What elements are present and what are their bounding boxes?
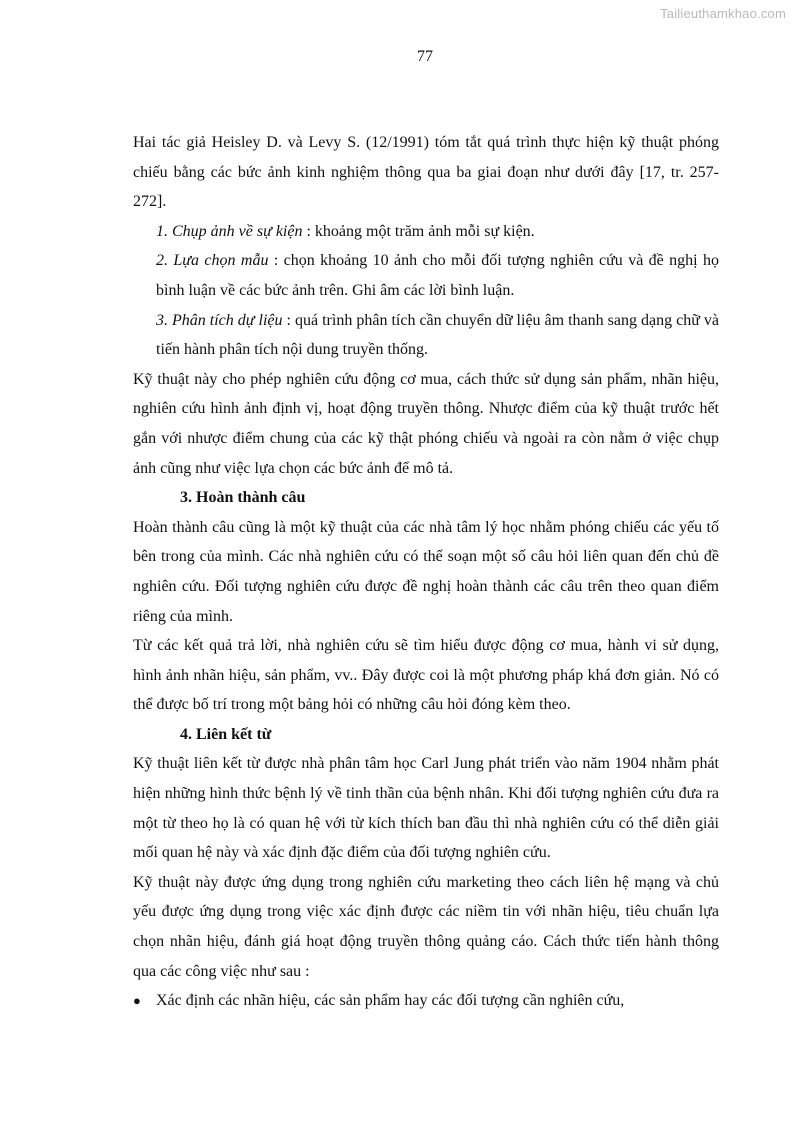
step-2-label: 2. Lựa chọn mẫu (156, 252, 269, 270)
section-heading-3: 3. Hoàn thành câu (180, 489, 306, 507)
step-1-text: : khoảng một trăm ảnh mỗi sự kiện. (302, 222, 535, 240)
bullet-icon: ● (133, 993, 141, 1009)
step-3 (133, 306, 719, 365)
step-2-text: : chọn khoảng 10 ảnh cho mỗi đối tượng nghiên cứu và đề nghị họ bình luận về các bức ảnh trên. Ghi âm các lời bình luận. (156, 252, 720, 299)
step-1-label: 1. Chụp ảnh về sự kiện (156, 222, 303, 240)
paragraph-word-association: Kỹ thuật liên kết từ được nhà phân tâm học Carl Jung phát triển vào năm 1904 nhằm phát hiện những hình thức bệnh lý về tinh thần của bệnh nhân. Khi đối tượng nghiên cứu đưa ra một từ theo họ là có quan hệ với từ kích thích ban đầu thì nhà nghiên cứu có thể diễn giải mối quan hệ này và xác định đặc điểm của đối tượng nghiên cứu. (133, 755, 719, 862)
paragraph-sentence-completion: Hoàn thành câu cũng là một kỹ thuật của các nhà tâm lý học nhằm phóng chiếu các yếu tố bên trong của mình. Các nhà nghiên cứu có thể soạn một số câu hỏi liên quan đến chủ đề nghiên cứu. Đối tượng nghiên cứu được đề nghị hoàn thành các câu trên theo quan điểm riêng của mình. (133, 518, 719, 625)
page-number: 77 (417, 48, 433, 65)
paragraph-technique-uses: Kỹ thuật này cho phép nghiên cứu động cơ mua, cách thức sử dụng sản phẩm, nhãn hiệu, nghiên cứu hình ảnh định vị, hoạt động truyền thông. Nhược điểm của kỹ thuật trước hết gắn với nhược điểm chung của các kỹ thật phóng chiếu và ngoài ra còn nằm ở việc chụp ảnh cũng như việc lựa chọn các bức ảnh để mô tả. (133, 370, 719, 477)
step-1 (133, 217, 719, 247)
step-3-label: 3. Phân tích dự liệu (156, 311, 283, 329)
document-body (133, 128, 719, 1016)
section-heading-4: 4. Liên kết từ (180, 725, 272, 743)
watermark: Tailieuthamkhao.com (660, 6, 786, 21)
paragraph-results: Từ các kết quả trả lời, nhà nghiên cứu sẽ tìm hiểu được động cơ mua, hành vi sử dụng, hình ảnh nhãn hiệu, sản phẩm, vv.. Đây được coi là một phương pháp khá đơn giản. Nó có thể được bố trí trong một bảng hỏi có những câu hỏi đóng kèm theo. (133, 637, 719, 714)
step-2 (133, 246, 719, 305)
step-3-text: : quá trình phân tích cần chuyển dữ liệu âm thanh sang dạng chữ và tiến hành phân tích nội dung truyền thống. (156, 311, 720, 359)
bullet-text: Xác định các nhãn hiệu, các sản phẩm hay các đối tượng cần nghiên cứu, (156, 992, 625, 1010)
paragraph-marketing-application: Kỹ thuật này được ứng dụng trong nghiên cứu marketing theo cách liên hệ mạng và chủ yếu được ứng dụng trong việc xác định được các niềm tin với nhãn hiệu, tiêu chuẩn lựa chọn nhãn hiệu, đánh giá hoạt động truyền thông quảng cáo. Cách thức tiến hành thông qua các công việc như sau : (133, 873, 719, 980)
paragraph-intro: Hai tác giả Heisley D. và Levy S. (12/1991) tóm tắt quá trình thực hiện kỹ thuật phóng chiếu bằng các bức ảnh kinh nghiệm thông qua ba giai đoạn như dưới đây [17, tr. 257-272]. (133, 134, 719, 211)
bullet-item (133, 986, 719, 1016)
